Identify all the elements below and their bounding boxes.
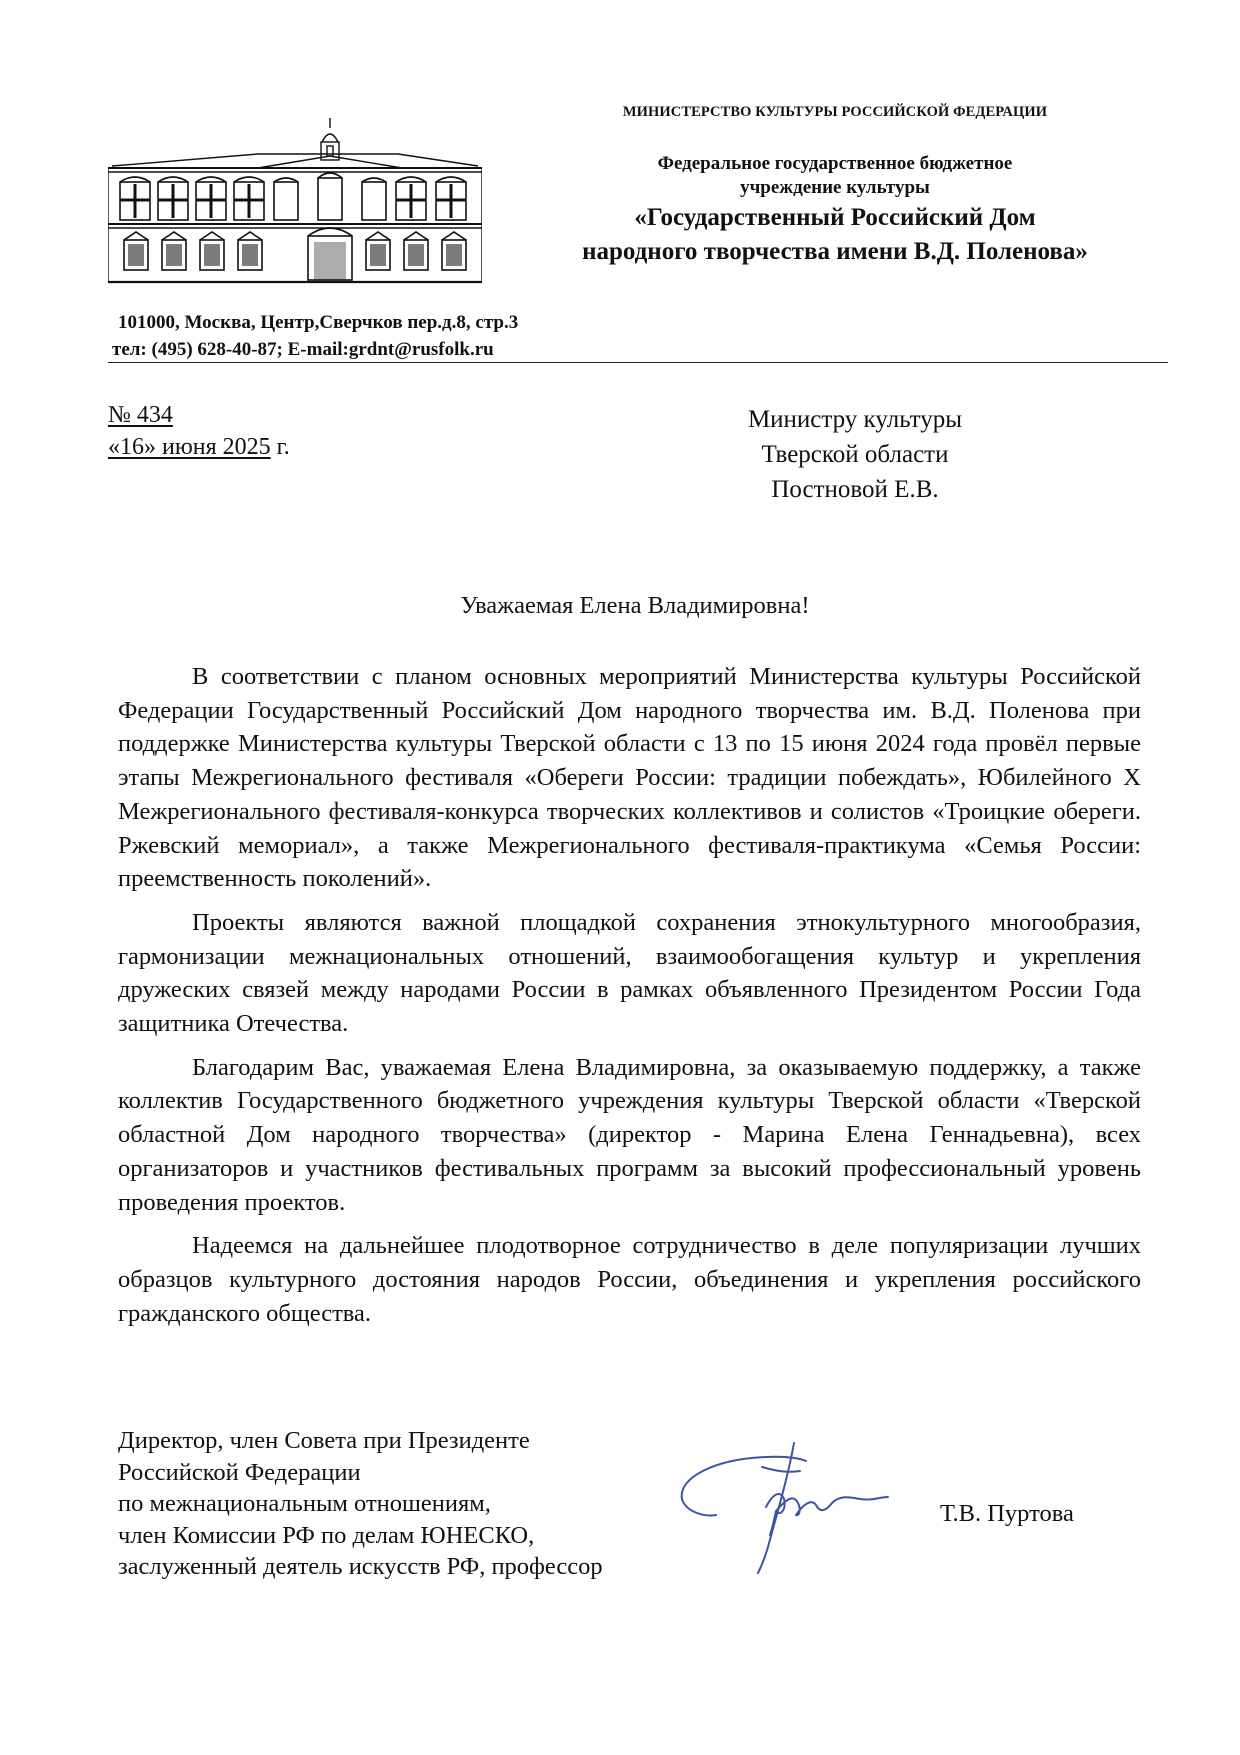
letter-body bbox=[118, 660, 1141, 1340]
building-facade-icon bbox=[108, 118, 482, 288]
addressee-line2: Тверской области bbox=[761, 441, 949, 468]
institution-name-line1: «Государственный Российский Дом bbox=[634, 204, 1036, 231]
body-paragraph-2: Проекты являются важной площадкой сохранения этнокультурного многообразия, гармонизации межнациональных отношений, взаимообогащения культур и укрепления дружеских связей между народами России в рамках объявленного Президентом России Года защитника Отечества. bbox=[118, 908, 1141, 1038]
signatory-name: Т.В. Пуртова bbox=[940, 1500, 1074, 1527]
contact-info: тел: (495) 628-40-87; E-mail:grdnt@rusfolk.ru bbox=[112, 339, 494, 360]
institution-type-line2: учреждение культуры bbox=[740, 177, 930, 198]
signatory-title-line2: Российской Федерации bbox=[118, 1458, 361, 1486]
signatory-title bbox=[118, 1425, 603, 1583]
letter-number-value: № 434 bbox=[108, 402, 173, 428]
signatory-title-line1: Директор, член Совета при Президенте bbox=[118, 1427, 530, 1454]
signatory-title-line4: член Комиссии РФ по делам ЮНЕСКО, bbox=[118, 1521, 535, 1549]
addressee-block bbox=[690, 402, 1020, 507]
letter-date-value: «16» июня 2025 bbox=[108, 434, 271, 460]
signatory-title-line5: заслуженный деятель искусств РФ, профессор bbox=[118, 1553, 603, 1580]
body-paragraph-3: Благодарим Вас, уважаемая Елена Владимировна, за оказываемую поддержку, а также коллектив Государственного бюджетного учреждения культуры Тверской области «Тверской областной Дом народного творчества» (директор - Марина Елена Геннадьевна), всех организаторов и участников фестивальных программ за высокий профессиональный уровень проведения проектов. bbox=[118, 1053, 1141, 1216]
handwritten-signature-icon bbox=[676, 1437, 916, 1577]
header-divider bbox=[108, 362, 1168, 363]
institution-type-line1: Федеральное государственное бюджетное bbox=[657, 153, 1013, 174]
ministry-name: МИНИСТЕРСТВО КУЛЬТУРЫ РОССИЙСКОЙ ФЕДЕРАЦИИ bbox=[622, 104, 1048, 120]
addressee-line1: Министру культуры bbox=[747, 406, 963, 433]
body-paragraph-1: В соответствии с планом основных мероприятий Министерства культуры Российской Федерации Государственный Российский Дом народного творчества им. В.Д. Поленова при поддержке Министерства культуры Тверской области с 13 по 15 июня 2024 года провёл первые этапы Межрегионального фестиваля «Обереги России: традиции побеждать», Юбилейного X Межрегионального фестиваля-конкурса творческих коллективов и солистов «Троицкие обереги. Ржевский мемориал», а также Межрегионального фестиваля-практикума «Семья России: преемственность поколений». bbox=[118, 663, 1141, 893]
institution-name-line2: народного творчества имени В.Д. Поленова» bbox=[582, 238, 1088, 265]
signatory-title-line3: по межнациональным отношениям, bbox=[118, 1490, 491, 1517]
body-paragraph-4: Надеемся на дальнейшее плодотворное сотрудничество в деле популяризации лучших образцов культурного достояния народов России, объединения и укрепления российского гражданского общества. bbox=[118, 1232, 1141, 1327]
letter-date bbox=[108, 434, 290, 461]
letter-date-suffix: г. bbox=[270, 434, 290, 460]
postal-address: 101000, Москва, Центр,Сверчков пер.д.8, стр.3 bbox=[118, 312, 519, 333]
addressee-line3: Постновой Е.В. bbox=[771, 476, 939, 503]
letter-number bbox=[108, 402, 173, 429]
salutation: Уважаемая Елена Владимировна! bbox=[460, 592, 810, 619]
